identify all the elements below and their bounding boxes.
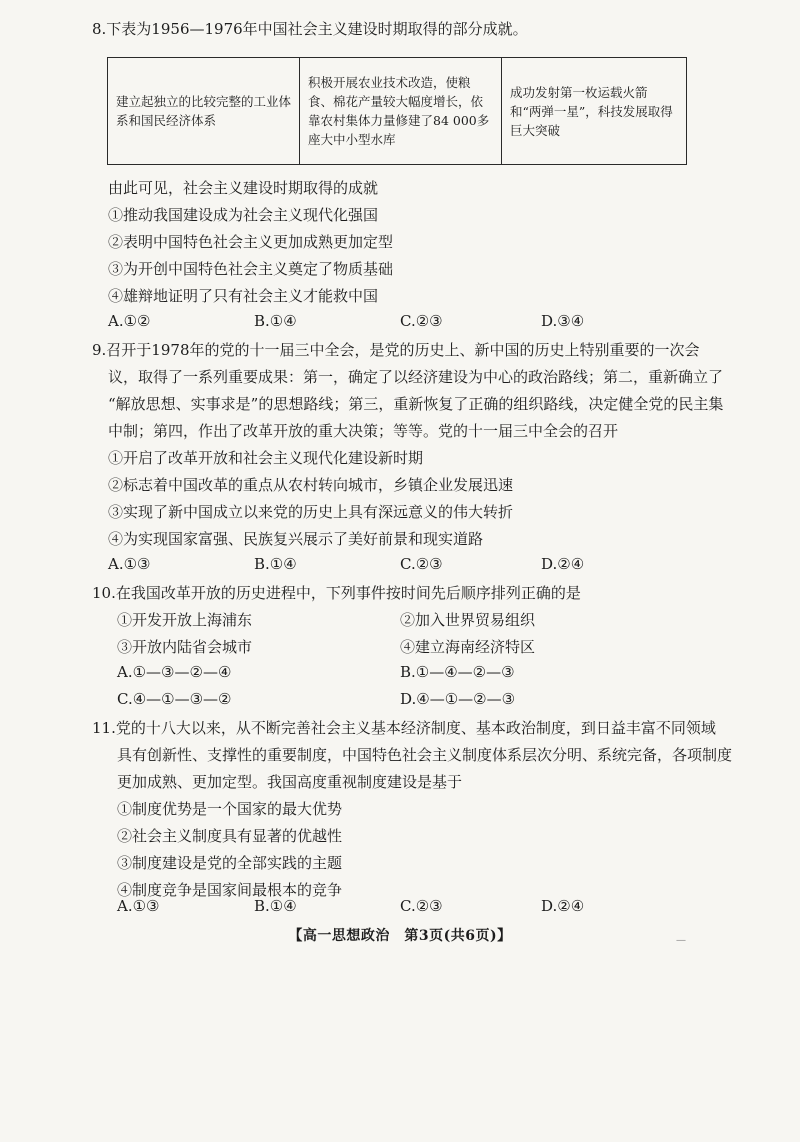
q9-option-c[interactable]: C.②③ xyxy=(400,555,443,573)
q11-option-c[interactable]: C.②③ xyxy=(400,897,443,915)
q8-option-b[interactable]: B.①④ xyxy=(254,312,297,330)
q9-option-b[interactable]: B.①④ xyxy=(254,555,297,573)
q8-item-1: ①推动我国建设成为社会主义现代化强国 xyxy=(108,206,379,224)
q8-option-c[interactable]: C.②③ xyxy=(400,312,443,330)
q11-item-1: ①制度优势是一个国家的最大优势 xyxy=(117,800,343,818)
q10-stem: 10.在我国改革开放的历史进程中，下列事件按时间先后顺序排列正确的是 xyxy=(92,584,581,602)
achievements-table xyxy=(107,57,687,165)
q11-option-b[interactable]: B.①④ xyxy=(254,897,297,915)
q9-option-a[interactable]: A.①③ xyxy=(108,555,151,573)
table-cell-technology: 成功发射第一枚运载火箭和“两弹一星”，科技发展取得巨大突破 xyxy=(502,58,687,165)
q8-option-a[interactable]: A.①② xyxy=(108,312,151,330)
q10-item-2: ②加入世界贸易组织 xyxy=(400,611,536,629)
table-row xyxy=(108,58,687,165)
scan-mark: — xyxy=(676,935,686,946)
q11-item-3: ③制度建设是党的全部实践的主题 xyxy=(117,854,343,872)
q10-item-3: ③开放内陆省会城市 xyxy=(117,638,253,656)
q11-item-2: ②社会主义制度具有显著的优越性 xyxy=(117,827,343,845)
q9-item-3: ③实现了新中国成立以来党的历史上具有深远意义的伟大转折 xyxy=(108,503,514,521)
q9-item-4: ④为实现国家富强、民族复兴展示了美好前景和现实道路 xyxy=(108,530,484,548)
q9-stem-line-4: 中制；第四，作出了改革开放的重大决策；等等。党的十一届三中全会的召开 xyxy=(108,422,619,440)
q8-item-2: ②表明中国特色社会主义更加成熟更加定型 xyxy=(108,233,394,251)
q11-option-a[interactable]: A.①③ xyxy=(117,897,160,915)
q10-option-b[interactable]: B.①—④—②—③ xyxy=(400,663,515,681)
q8-lead: 由此可见，社会主义建设时期取得的成就 xyxy=(108,179,379,197)
q9-option-d[interactable]: D.②④ xyxy=(541,555,585,573)
table-cell-industry: 建立起独立的比较完整的工业体系和国民经济体系 xyxy=(108,58,300,165)
table-cell-agriculture: 积极开展农业技术改造，使粮食、棉花产量较大幅度增长，依靠农村集体力量修建了84 000多座大中小型水库 xyxy=(300,58,502,165)
q9-stem-line-3: “解放思想、实事求是”的思想路线；第三，重新恢复了正确的组织路线，决定健全党的民主集 xyxy=(108,395,724,413)
q9-stem-line-1: 9.召开于1978年的党的十一届三中全会，是党的历史上、新中国的历史上特别重要的一次会 xyxy=(92,341,700,359)
q8-stem: 8.下表为1956—1976年中国社会主义建设时期取得的部分成就。 xyxy=(92,20,528,38)
q11-item-4: ④制度竞争是国家间最根本的竞争 xyxy=(117,881,343,899)
q11-stem-line-2: 具有创新性、支撑性的重要制度，中国特色社会主义制度体系层次分明、系统完备，各项制度 xyxy=(117,746,733,764)
q11-stem-line-3: 更加成熟、更加定型。我国高度重视制度建设是基于 xyxy=(117,773,463,791)
q10-option-a[interactable]: A.①—③—②—④ xyxy=(117,663,232,681)
q10-item-4: ④建立海南经济特区 xyxy=(400,638,536,656)
q9-stem-line-2: 议，取得了一系列重要成果：第一，确定了以经济建设为中心的政治路线；第二，重新确立了 xyxy=(108,368,724,386)
q8-item-4: ④雄辩地证明了只有社会主义才能救中国 xyxy=(108,287,379,305)
q9-item-2: ②标志着中国改革的重点从农村转向城市，乡镇企业发展迅速 xyxy=(108,476,514,494)
q8-option-d[interactable]: D.③④ xyxy=(541,312,585,330)
q8-item-3: ③为开创中国特色社会主义奠定了物质基础 xyxy=(108,260,394,278)
q10-option-c[interactable]: C.④—①—③—② xyxy=(117,690,232,708)
q9-item-1: ①开启了改革开放和社会主义现代化建设新时期 xyxy=(108,449,424,467)
q11-option-d[interactable]: D.②④ xyxy=(541,897,585,915)
page-footer: 【高一思想政治 第3页(共6页)】 xyxy=(288,928,512,944)
q11-stem-line-1: 11.党的十八大以来，从不断完善社会主义基本经济制度、基本政治制度，到日益丰富不同领域 xyxy=(92,719,716,737)
q10-item-1: ①开发开放上海浦东 xyxy=(117,611,253,629)
q10-option-d[interactable]: D.④—①—②—③ xyxy=(400,690,516,708)
